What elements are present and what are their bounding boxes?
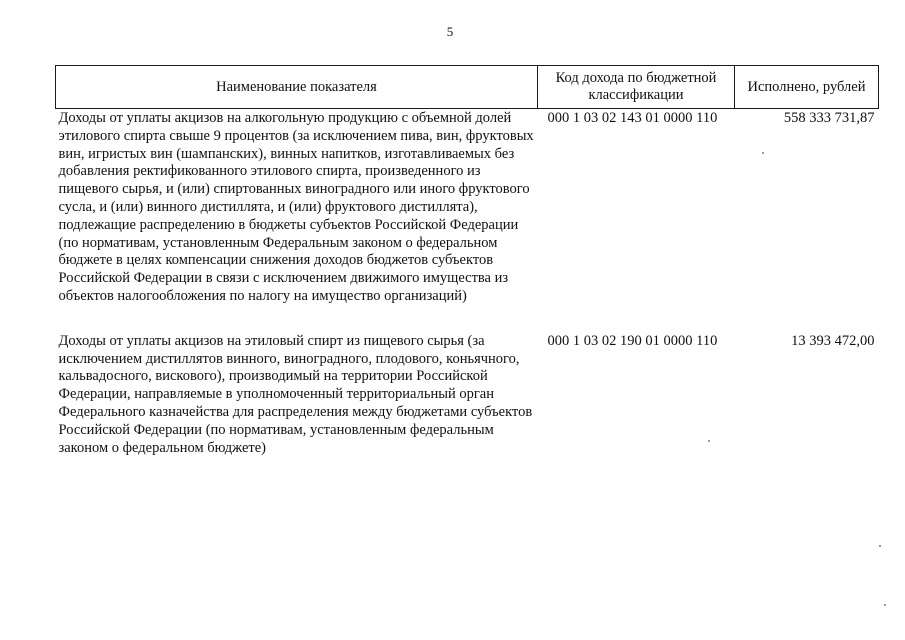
row-indicator-name: Доходы от уплаты акцизов на алкогольную продукцию с объемной долей этилового спирта свыше 9 процентов (за исключением пива, вин, фруктовых вин, игристых вин (шампанских), винных напитков, изготавливаемых без добавления ректификованного этилового спирта, произведенного из пищевого сырья, и (или) спиртованных виноградного или иного фруктового сусла, и (или) винного дистиллята, и (или) фруктового дистиллята), подлежащие распределению в бюджеты субъектов Российской Федерации (по нормативам, установленным Федеральным законом о федеральном бюджете в целях компенсации снижения доходов бюджетов субъектов Российской Федерации в связи с исключением движимого имущества из объектов налогообложения по налогу на имущество организаций) (58, 110, 534, 304)
row-executed-amount: 13 393 472,00 (791, 332, 875, 349)
scan-speck (762, 152, 764, 154)
scan-speck (879, 545, 881, 547)
header-revenue-code: Код дохода по бюджетной классификации (538, 66, 735, 109)
row-revenue-code: 000 1 03 02 143 01 0000 110 (547, 110, 718, 126)
table-row (56, 109, 879, 332)
page-number: 5 (446, 24, 454, 39)
header-indicator-name: Наименование показателя (56, 66, 538, 109)
table-row (56, 332, 879, 458)
row-indicator-name: Доходы от уплаты акцизов на этиловый спирт из пищевого сырья (за исключением дистиллятов винного, виноградного, плодового, коньячного, кальвадосного, вискового), производимый на территории Российской Федерации, направляемые в уполномоченный территориальный орган Федерального казначейства для распределения между бюджетами субъектов Российской Федерации (по нормативам, установленным федеральным законом о федеральном бюджете) (58, 332, 533, 456)
header-executed-amount: Исполнено, рублей (735, 66, 879, 109)
table-header-row (56, 66, 879, 109)
row-revenue-code: 000 1 03 02 190 01 0000 110 (547, 332, 718, 349)
scan-speck (884, 604, 886, 606)
row-executed-amount: 558 333 731,87 (783, 110, 875, 126)
revenue-table (55, 65, 879, 457)
scan-speck (708, 440, 710, 442)
